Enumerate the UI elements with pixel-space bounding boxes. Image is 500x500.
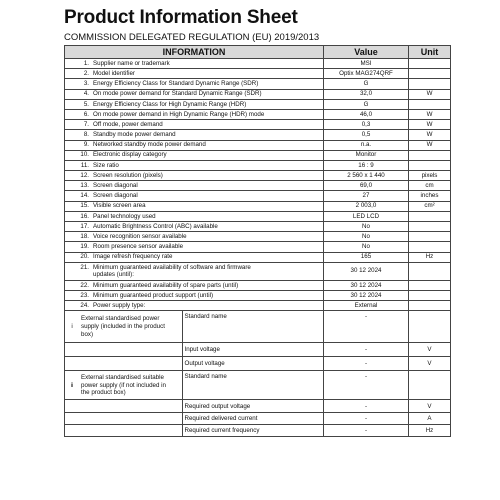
header-information: INFORMATION <box>65 46 324 59</box>
info-cell <box>65 262 324 280</box>
value-cell: No <box>324 232 409 242</box>
info-cell <box>65 130 324 140</box>
value-cell: 2 003,0 <box>324 201 409 211</box>
row-number: 6. <box>83 110 89 118</box>
power-supply-i-row-2 <box>65 343 451 357</box>
power-supply-description-line: External standardised suitable <box>81 373 164 381</box>
table-row <box>65 109 451 119</box>
info-cell <box>65 99 324 109</box>
value-cell: 30 12 2024 <box>324 262 409 280</box>
table-row <box>65 301 451 311</box>
row-label: Voice recognition sensor available <box>93 232 187 240</box>
field-label: Required current frequency <box>184 427 260 435</box>
row-label: Automatic Brightness Control (ABC) available <box>93 222 218 230</box>
row-label: Size ratio <box>93 161 119 169</box>
info-cell <box>65 242 324 252</box>
row-label: Screen diagonal <box>93 182 138 190</box>
unit-cell <box>409 232 451 242</box>
row-label: On mode power demand in High Dynamic Range (HDR) mode <box>93 110 265 118</box>
table-row <box>65 232 451 242</box>
unit-cell: pixels <box>409 171 451 181</box>
value-cell: 69,0 <box>324 181 409 191</box>
power-supply-description-line: power supply (if not included in <box>81 381 166 389</box>
unit-cell: V <box>409 343 451 357</box>
table-row <box>65 201 451 211</box>
row-label: Networked standby mode power demand <box>93 141 206 149</box>
row-number: 4. <box>83 90 89 98</box>
row-label: Energy Efficiency Class for High Dynamic Range (HDR) <box>93 100 247 108</box>
table-row <box>65 160 451 170</box>
unit-cell: cm <box>409 181 451 191</box>
row-label: Screen resolution (pixels) <box>93 171 163 179</box>
row-number: 15. <box>80 202 89 210</box>
value-cell: n.a. <box>324 140 409 150</box>
value-cell: - <box>324 425 409 437</box>
info-cell <box>65 280 324 290</box>
power-supply-i-row-1 <box>65 311 451 343</box>
field-label: Input voltage <box>184 346 220 354</box>
table-row <box>65 140 451 150</box>
row-number: 5. <box>83 100 89 108</box>
power-supply-ii-field-cell <box>65 400 324 413</box>
unit-cell <box>409 79 451 89</box>
table-row <box>65 171 451 181</box>
power-supply-description-line: supply (included in the product <box>81 323 165 331</box>
row-number: 1. <box>83 59 89 67</box>
info-cell <box>65 109 324 119</box>
power-supply-ii-row-4 <box>65 425 451 437</box>
table-row <box>65 89 451 99</box>
value-cell: G <box>324 99 409 109</box>
row-number: 24. <box>80 301 89 309</box>
power-supply-ii-row-2 <box>65 400 451 413</box>
product-information-sheet <box>64 6 450 437</box>
row-number: 20. <box>80 253 89 261</box>
power-supply-i-row-3 <box>65 357 451 371</box>
table-row <box>65 150 451 160</box>
table-row <box>65 181 451 191</box>
table-row <box>65 252 451 262</box>
value-cell: 32,0 <box>324 89 409 99</box>
unit-cell <box>409 301 451 311</box>
power-supply-description-line: the product box) <box>81 389 126 397</box>
unit-cell <box>409 262 451 280</box>
header-unit: Unit <box>409 46 451 59</box>
info-cell <box>65 252 324 262</box>
info-cell <box>65 290 324 300</box>
unit-cell: V <box>409 357 451 371</box>
unit-cell: W <box>409 89 451 99</box>
unit-cell <box>409 150 451 160</box>
field-label: Required output voltage <box>184 402 251 410</box>
row-label: Electronic display category <box>93 151 167 159</box>
table-body-extended <box>65 262 451 437</box>
value-cell: Optix MAG274QRF <box>324 69 409 79</box>
table-row <box>65 191 451 201</box>
unit-cell <box>409 99 451 109</box>
row-label: Minimum guaranteed availability of spare parts (until) <box>93 281 239 289</box>
info-cell <box>65 120 324 130</box>
regulation-subtitle: COMMISSION DELEGATED REGULATION (EU) 2019/2013 <box>64 32 320 43</box>
unit-cell: Hz <box>409 425 451 437</box>
row-label: Off mode, power demand <box>93 120 163 128</box>
table-header-row <box>65 46 451 59</box>
info-cell <box>65 201 324 211</box>
table-body <box>65 59 451 263</box>
unit-cell: cm² <box>409 201 451 211</box>
table-row <box>65 211 451 221</box>
table-row <box>65 79 451 89</box>
info-cell <box>65 150 324 160</box>
value-cell: No <box>324 242 409 252</box>
unit-cell: V <box>409 400 451 413</box>
row-number: 14. <box>80 192 89 200</box>
table-row <box>65 290 451 300</box>
field-label: Output voltage <box>184 360 225 368</box>
table-row <box>65 280 451 290</box>
unit-cell: A <box>409 413 451 425</box>
row-number: 9. <box>83 141 89 149</box>
power-supply-i-cell <box>65 311 324 343</box>
value-cell: 27 <box>324 191 409 201</box>
value-cell: 0,3 <box>324 120 409 130</box>
row-number: 8. <box>83 131 89 139</box>
info-cell <box>65 181 324 191</box>
table-row <box>65 120 451 130</box>
value-cell: - <box>324 400 409 413</box>
value-cell: 30 12 2024 <box>324 280 409 290</box>
row-label: Minimum guaranteed availability of software and firmware <box>93 263 251 271</box>
value-cell: G <box>324 79 409 89</box>
table-row <box>65 242 451 252</box>
unit-cell: inches <box>409 191 451 201</box>
unit-cell <box>409 211 451 221</box>
row-number: 2. <box>83 69 89 77</box>
row-label: Room presence sensor available <box>93 243 184 251</box>
row-label: On mode power demand for Standard Dynamic Range (SDR) <box>93 90 262 98</box>
table-row <box>65 130 451 140</box>
row-number: 22. <box>80 281 89 289</box>
unit-cell: W <box>409 130 451 140</box>
row-label-continued: updates (until): <box>93 271 134 279</box>
value-cell: - <box>324 311 409 343</box>
info-cell <box>65 160 324 170</box>
value-cell: - <box>324 371 409 400</box>
field-label: Standard name <box>184 373 227 381</box>
table-row <box>65 99 451 109</box>
row-number: 18. <box>80 232 89 240</box>
unit-cell: W <box>409 140 451 150</box>
row-label: Visible screen area <box>93 202 146 210</box>
unit-cell <box>409 311 451 343</box>
unit-cell <box>409 160 451 170</box>
power-supply-ii-row-3 <box>65 413 451 425</box>
table-row <box>65 262 451 280</box>
value-cell: 2 560 x 1 440 <box>324 171 409 181</box>
row-number: 16. <box>80 212 89 220</box>
power-supply-ii-cell <box>65 371 324 400</box>
power-supply-description-line: box) <box>81 330 94 338</box>
table-row <box>65 222 451 232</box>
power-supply-description <box>79 311 182 342</box>
value-cell: Monitor <box>324 150 409 160</box>
row-number: 10. <box>80 151 89 159</box>
row-label: Panel technology used <box>93 212 156 220</box>
row-label: Image refresh frequency rate <box>93 253 173 261</box>
info-cell <box>65 69 324 79</box>
unit-cell <box>409 290 451 300</box>
unit-cell <box>409 242 451 252</box>
info-cell <box>65 59 324 69</box>
unit-cell <box>409 222 451 232</box>
row-label: Standby mode power demand <box>93 131 176 139</box>
sheet-title: Product Information Sheet <box>64 7 298 28</box>
row-label: Supplier name or trademark <box>93 59 170 67</box>
row-number: 12. <box>80 171 89 179</box>
value-cell: No <box>324 222 409 232</box>
row-label: Energy Efficiency Class for Standard Dynamic Range (SDR) <box>93 80 259 88</box>
power-supply-i-field-cell <box>65 343 324 357</box>
row-label: Power supply type: <box>93 301 146 309</box>
field-label: Standard name <box>184 313 227 321</box>
power-supply-ii-row-1 <box>65 371 451 400</box>
info-cell <box>65 232 324 242</box>
value-cell: LED LCD <box>324 211 409 221</box>
info-cell <box>65 301 324 311</box>
unit-cell: W <box>409 120 451 130</box>
power-supply-ii-field-cell <box>65 425 324 437</box>
value-cell: 46,0 <box>324 109 409 119</box>
unit-cell <box>409 371 451 400</box>
power-supply-ii-field-cell <box>65 413 324 425</box>
row-number: 23. <box>80 291 89 299</box>
header-value: Value <box>324 46 409 59</box>
row-number: 11. <box>80 161 89 169</box>
information-table <box>64 45 451 437</box>
info-cell <box>65 211 324 221</box>
value-cell: 165 <box>324 252 409 262</box>
row-number: 7. <box>83 120 89 128</box>
row-label: Screen diagonal <box>93 192 138 200</box>
value-cell: 0,5 <box>324 130 409 140</box>
unit-cell: Hz <box>409 252 451 262</box>
info-cell <box>65 222 324 232</box>
power-supply-i-field-cell <box>65 357 324 371</box>
info-cell <box>65 89 324 99</box>
info-cell <box>65 171 324 181</box>
unit-cell: W <box>409 109 451 119</box>
row-number: 3. <box>83 80 89 88</box>
table-row <box>65 69 451 79</box>
power-supply-description-line: External standardised power <box>81 315 160 323</box>
value-cell: - <box>324 413 409 425</box>
info-cell <box>65 79 324 89</box>
info-cell <box>65 191 324 201</box>
field-label: Required delivered current <box>184 415 258 423</box>
unit-cell <box>409 280 451 290</box>
value-cell: 30 12 2024 <box>324 290 409 300</box>
power-supply-marker: i <box>71 323 73 331</box>
row-label: Minimum guaranteed product support (until) <box>93 291 214 299</box>
row-number: 17. <box>80 222 89 230</box>
row-label: Model identifier <box>93 69 135 77</box>
unit-cell <box>409 69 451 79</box>
info-cell <box>65 140 324 150</box>
value-cell: External <box>324 301 409 311</box>
table-row <box>65 59 451 69</box>
row-number: 21. <box>80 263 89 271</box>
value-cell: MSI <box>324 59 409 69</box>
value-cell: - <box>324 343 409 357</box>
unit-cell <box>409 59 451 69</box>
value-cell: 16 : 9 <box>324 160 409 170</box>
value-cell: - <box>324 357 409 371</box>
power-supply-description <box>79 371 182 399</box>
row-number: 19. <box>80 243 89 251</box>
power-supply-marker: ii <box>70 381 74 389</box>
row-number: 13. <box>80 182 89 190</box>
